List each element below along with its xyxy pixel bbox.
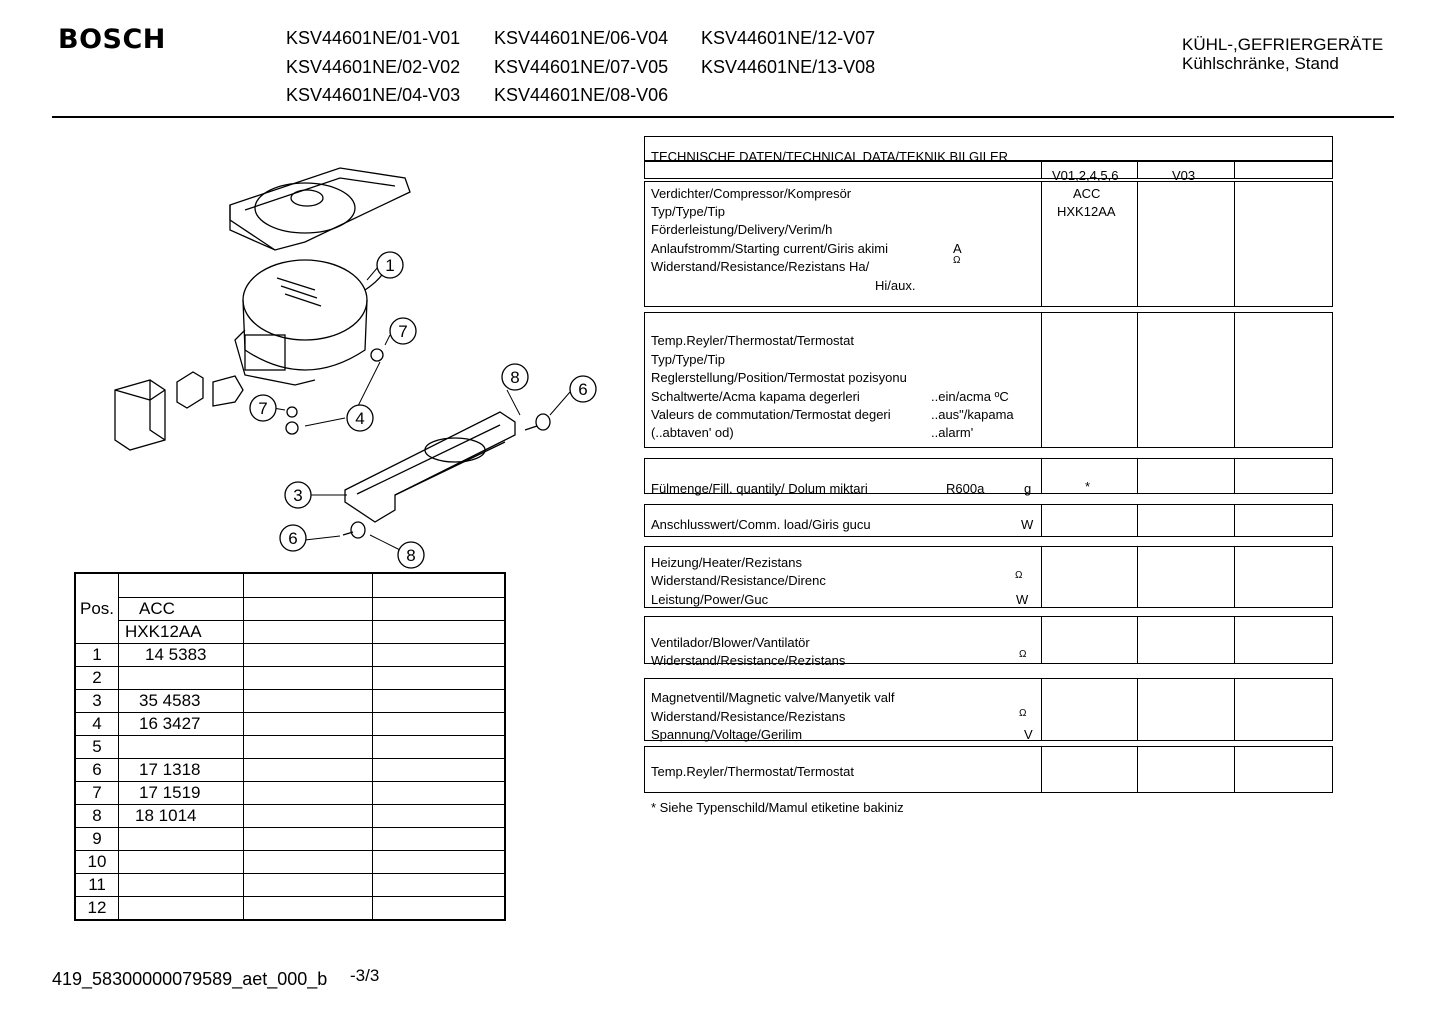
table-row: 4 16 3427 <box>75 712 505 735</box>
callout-label: 8 <box>510 368 520 387</box>
table-row: 3 35 4583 <box>75 689 505 712</box>
callout-label: 6 <box>578 380 588 399</box>
model-number: KSV44601NE/12-V07 <box>701 28 876 48</box>
cell-value: ACC <box>1073 186 1101 201</box>
row-label: Valeurs de commutation/Termostat degeri <box>651 407 891 422</box>
model-number: KSV44601NE/04-V03 <box>286 85 461 105</box>
table-row: 11 <box>75 873 505 896</box>
part-number: 35 4583 <box>119 689 244 712</box>
unit-label: V <box>1024 727 1033 742</box>
row-label: Heizung/Heater/Rezistans <box>651 555 803 570</box>
model-number: KSV44601NE/08-V06 <box>494 85 669 105</box>
callout-label: 7 <box>258 399 268 418</box>
row-label: ..alarm' <box>931 425 974 440</box>
footnote: * Siehe Typenschild/Mamul etiketine bakiniz <box>651 800 904 815</box>
row-label: (..abtaven' od) <box>651 425 734 440</box>
table-row: 7 17 1519 <box>75 781 505 804</box>
tech-title: TECHNISCHE DATEN/TECHNICAL DATA/TEKNIK BILGILER <box>651 149 1009 164</box>
callout-label: 4 <box>355 409 365 428</box>
row-label: Widerstand/Resistance/Rezistans Ha/ <box>651 259 870 274</box>
callout-label: 6 <box>288 529 298 548</box>
callout-label: 1 <box>385 256 395 275</box>
category-title: KÜHL-,GEFRIERGERÄTE <box>1182 35 1384 54</box>
model-number: KSV44601NE/07-V05 <box>494 57 669 77</box>
category-subtitle: Kühlschränke, Stand <box>1182 54 1339 73</box>
row-label: Verdichter/Compressor/Kompresör <box>651 186 852 201</box>
table-row: 9 <box>75 827 505 850</box>
compressor-type: HXK12AA <box>119 620 244 643</box>
part-number <box>119 666 244 689</box>
row-label: Anschlusswert/Comm. load/Giris gucu <box>651 517 871 532</box>
row-label: ..ein/acma ºC <box>931 389 1009 404</box>
table-row: 12 <box>75 896 505 920</box>
row-label: Typ/Type/Tip <box>651 352 725 367</box>
row-label: Ventilador/Blower/Vantilatör <box>651 635 810 650</box>
table-row: 5 <box>75 735 505 758</box>
cell-value: HXK12AA <box>1057 204 1116 219</box>
row-label: Anlaufstromm/Starting current/Giris akimi <box>651 241 888 256</box>
row-label: Typ/Type/Tip <box>651 204 725 219</box>
row-label: Schaltwerte/Acma kapama degerleri <box>651 389 860 404</box>
unit-label: W <box>1016 592 1029 607</box>
part-number: 17 1519 <box>119 781 244 804</box>
part-number: 16 3427 <box>119 712 244 735</box>
table-row: 1 14 5383 <box>75 643 505 666</box>
part-number <box>119 827 244 850</box>
part-number: 18 1014 <box>119 804 244 827</box>
row-label: Widerstand/Resistance/Rezistans <box>651 709 846 724</box>
part-number: 14 5383 <box>119 643 244 666</box>
row-label: Widerstand/Resistance/Rezistans <box>651 653 846 668</box>
model-number: KSV44601NE/02-V02 <box>286 57 461 77</box>
unit-label: A <box>953 241 962 256</box>
part-number: 17 1318 <box>119 758 244 781</box>
compressor-model: ACC <box>119 597 244 620</box>
table-row: 2 <box>75 666 505 689</box>
cell-value: * <box>1085 479 1091 494</box>
diagram-callouts <box>95 150 615 575</box>
row-label: Spannung/Voltage/Gerilim <box>651 727 803 742</box>
refrigerant-label: R600a <box>946 481 985 496</box>
unit-label: W <box>1021 517 1034 532</box>
model-number: KSV44601NE/06-V04 <box>494 28 669 48</box>
unit-label: Ω <box>1019 649 1027 660</box>
table-row: 10 <box>75 850 505 873</box>
unit-label: Ω <box>953 255 961 266</box>
unit-label: g <box>1024 481 1032 496</box>
part-number <box>119 896 244 920</box>
callout-label: 7 <box>398 322 408 341</box>
pos-header: Pos. <box>75 573 119 643</box>
row-label: Magnetventil/Magnetic valve/Manyetik valf <box>651 690 895 705</box>
part-number <box>119 850 244 873</box>
column-variant-1: V01,2,4,5,6 <box>1052 168 1119 183</box>
row-label: Temp.Reyler/Thermostat/Termostat <box>651 333 855 348</box>
brand-logo: BOSCH <box>58 24 166 55</box>
table-row: 8 18 1014 <box>75 804 505 827</box>
parts-table <box>74 572 506 921</box>
part-number <box>119 735 244 758</box>
table-row: 6 17 1318 <box>75 758 505 781</box>
tech-column-header <box>644 161 1333 179</box>
model-number: KSV44601NE/13-V08 <box>701 57 876 77</box>
row-label: Temp.Reyler/Thermostat/Termostat <box>651 764 855 779</box>
page-number: -3/3 <box>350 966 380 985</box>
row-label: Förderleistung/Delivery/Verim/h <box>651 222 833 237</box>
document-id: 419_58300000079589_aet_000_b <box>52 969 328 989</box>
unit-label: Ω <box>1015 570 1023 581</box>
callout-label: 8 <box>406 546 416 565</box>
row-label: Hi/aux. <box>875 278 916 293</box>
row-label: Leistung/Power/Guc <box>651 592 769 607</box>
column-variant-2: V03 <box>1172 168 1196 183</box>
row-label: Reglerstellung/Position/Termostat pozisyonu <box>651 370 907 385</box>
header-divider <box>52 116 1394 118</box>
unit-label: Ω <box>1019 708 1027 719</box>
row-label: Widerstand/Resistance/Direnc <box>651 573 826 588</box>
row-label: Fülmenge/Fill. quantily/ Dolum miktari <box>651 481 868 496</box>
callout-label: 3 <box>293 486 303 505</box>
part-number <box>119 873 244 896</box>
model-number: KSV44601NE/01-V01 <box>286 28 461 48</box>
row-label: ..aus"/kapama <box>931 407 1014 422</box>
